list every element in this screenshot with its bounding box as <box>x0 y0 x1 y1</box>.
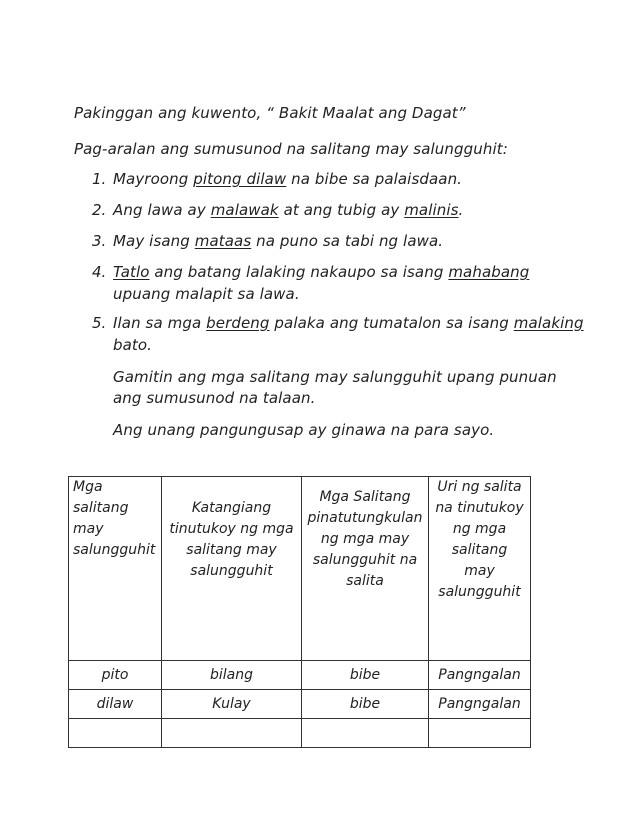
list-item-number: 1. <box>92 170 107 188</box>
list-item <box>113 201 463 219</box>
table-cell <box>69 719 162 748</box>
underlined-word: berdeng <box>206 314 270 332</box>
instruction-line-3: Ang unang pangungusap ay ginawa na para sayo. <box>113 421 495 439</box>
table-header-cell <box>162 477 302 661</box>
table-header-line: Uri ng salita <box>437 479 522 495</box>
list-item-text: palaka ang tumatalon sa isang <box>269 314 514 332</box>
instruction-line-1: Gamitin ang mga salitang may salungguhit upang punuan <box>113 368 557 386</box>
table-header-line: Mga <box>73 479 103 495</box>
list-item <box>113 170 462 188</box>
answer-table <box>68 476 531 748</box>
list-item-number: 4. <box>92 263 107 281</box>
underlined-word: pitong dilaw <box>193 170 287 188</box>
list-item-text: Ang lawa ay <box>113 201 211 219</box>
table-header-line: Katangiang <box>191 500 272 516</box>
table-cell: Pangngalan <box>429 690 531 719</box>
table-header-cell <box>429 477 531 661</box>
list-item-text: ang batang lalaking nakaupo sa isang <box>149 263 449 281</box>
table-header-line: ng mga may <box>320 531 410 547</box>
table-cell: Kulay <box>162 690 302 719</box>
table-header-line: salita <box>346 573 384 589</box>
table-cell: bibe <box>302 690 429 719</box>
list-item-text: na bibe sa palaisdaan. <box>286 170 463 188</box>
table-header-line: tinutukoy ng mga <box>169 521 294 537</box>
underlined-word: Tatlo <box>113 263 150 281</box>
table-cell: dilaw <box>69 690 162 719</box>
table-cell <box>162 719 302 748</box>
intro-line-1: Pakinggan ang kuwento, “ Bakit Maalat ang Dagat” <box>74 104 466 122</box>
table-header-line: na tinutukoy <box>435 500 524 516</box>
underlined-word: malinis <box>404 201 459 219</box>
table-header-line: Mga Salitang <box>319 489 411 505</box>
instruction-line-2: ang sumusunod na talaan. <box>113 389 316 407</box>
list-item <box>113 314 584 332</box>
table-cell: Pangngalan <box>429 661 531 690</box>
list-item-text: Ilan sa mga <box>113 314 207 332</box>
table-header-line: salitang <box>73 500 129 516</box>
list-item-text: at ang tubig ay <box>278 201 405 219</box>
table-header-line: ng mga <box>452 521 507 537</box>
table-row <box>69 661 531 690</box>
list-item-number: 2. <box>92 201 107 219</box>
table-header-line: salungguhit <box>73 542 156 558</box>
table-header-line: may <box>73 521 104 537</box>
table-row <box>69 719 531 748</box>
underlined-word: malawak <box>210 201 279 219</box>
list-item-number: 5. <box>92 314 107 332</box>
list-item-continuation: bato. <box>113 336 153 354</box>
table-cell: bibe <box>302 661 429 690</box>
table-cell <box>302 719 429 748</box>
list-item-text: Mayroong <box>113 170 194 188</box>
list-item-text: . <box>458 201 464 219</box>
table-header-line: salitang <box>451 542 508 558</box>
table-header-cell <box>69 477 162 661</box>
table-row <box>69 690 531 719</box>
table-header-line: may <box>464 563 495 579</box>
list-item-number: 3. <box>92 232 107 250</box>
list-item-continuation: upuang malapit sa lawa. <box>113 285 300 303</box>
table-header-cell <box>302 477 429 661</box>
intro-line-2: Pag-aralan ang sumusunod na salitang may salungguhit: <box>74 140 508 158</box>
table-cell <box>429 719 531 748</box>
table-cell: bilang <box>162 661 302 690</box>
table-cell: pito <box>69 661 162 690</box>
table-header-row <box>69 477 531 661</box>
underlined-word: mataas <box>194 232 252 250</box>
table-header-line: salungguhit <box>190 563 273 579</box>
underlined-word: malaking <box>513 314 584 332</box>
table-header-line: pinatutungkulan <box>307 510 423 526</box>
underlined-word: mahabang <box>448 263 530 281</box>
list-item <box>113 263 529 281</box>
table-header-line: salitang may <box>186 542 277 558</box>
list-item <box>113 232 443 250</box>
list-item-text: May isang <box>113 232 195 250</box>
table-header-line: salungguhit na <box>312 552 418 568</box>
list-item-text: na puno sa tabi ng lawa. <box>251 232 444 250</box>
table-header-line: salungguhit <box>438 584 521 600</box>
